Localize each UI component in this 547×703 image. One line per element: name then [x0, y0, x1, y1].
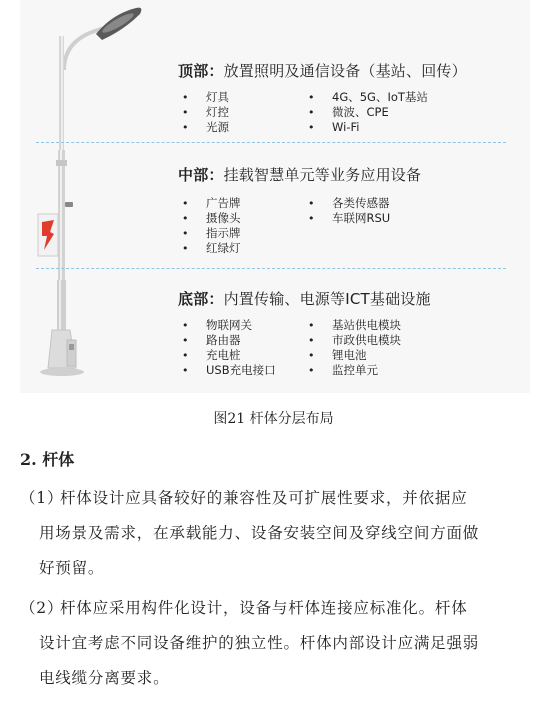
- figure-caption: 图21 杆体分层布局: [213, 411, 334, 427]
- layer-divider-2: [36, 268, 506, 269]
- middle-layer-right-list: • 各类传感器 • 车联网RSU: [308, 196, 391, 225]
- middle-layer-title: 中部：挂载智慧单元等业务应用设备: [178, 166, 422, 184]
- pole-joint: [56, 160, 67, 166]
- bottom-layer-right-list: • 基站供电模块 • 市政供电模块 • 锂电池 • 监控单元: [308, 318, 401, 377]
- bottom-layer-title: 底部：内置传输、电源等ICT基础设施: [178, 290, 431, 308]
- paragraph-1: （1）杆体设计应具备较好的兼容性及可扩展性要求，并依据应 用场景及需求，在承载能力、设备安装空间及穿线空间方面做 好预留。: [20, 489, 480, 577]
- top-layer-right-list: • 4G、5G、IoT基站 • 微波、CPE • Wi-Fi: [308, 90, 428, 134]
- pole-layout-figure: [20, 0, 530, 393]
- camera-device: [65, 202, 73, 207]
- layer-divider-1: [36, 142, 506, 143]
- pole-lower-segment: [57, 280, 66, 330]
- middle-layer-left-list: • 广告牌 • 摄像头 • 指示牌 • 红绿灯: [182, 196, 241, 255]
- top-layer-title: 顶部：放置照明及通信设备（基站、回传）: [178, 62, 467, 80]
- section-heading: 2. 杆体: [20, 450, 75, 469]
- top-layer-left-list: • 灯具 • 灯控 • 光源: [182, 90, 229, 134]
- pole-foot: [40, 368, 84, 376]
- bottom-layer-left-list: • 物联网关 • 路由器 • 充电桩 • USB充电接口: [182, 318, 276, 377]
- lamp-light-panel: [100, 11, 135, 36]
- charging-pile: [67, 340, 76, 366]
- paragraph-2: （2）杆体应采用构件化设计，设备与杆体连接应标准化。杆体 设计宜考虑不同设备维护的独立性。杆体内部设计应满足强弱 电线缆分离要求。: [20, 599, 480, 687]
